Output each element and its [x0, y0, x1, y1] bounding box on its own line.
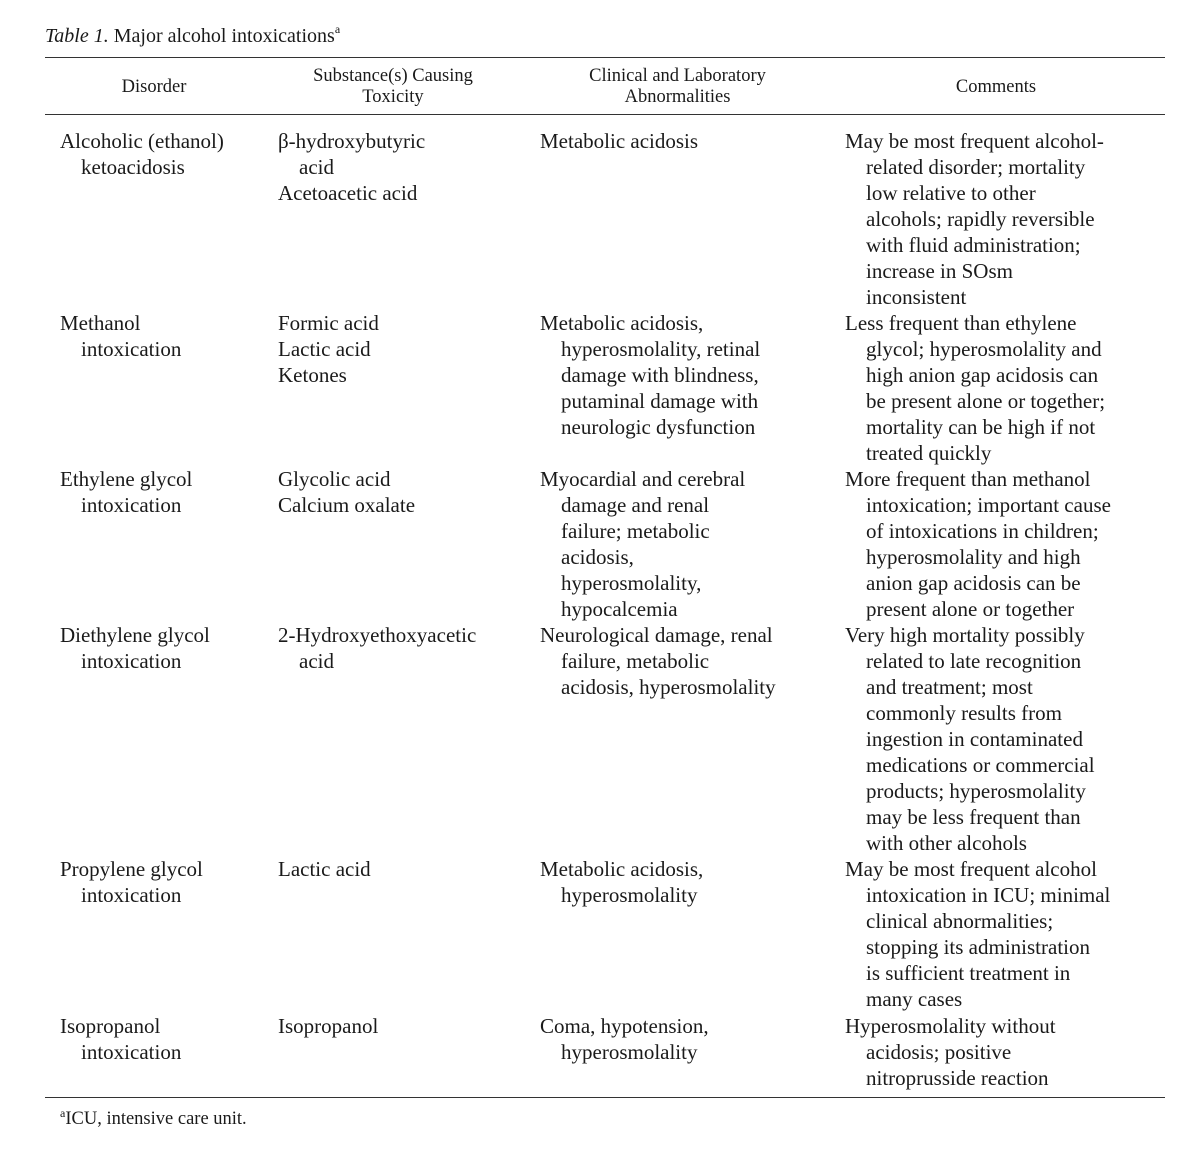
cell-line: of intoxications in children; [866, 519, 1099, 543]
header-line: Abnormalities [624, 87, 731, 107]
cell-line: inconsistent [866, 285, 967, 309]
table-title: Major alcohol intoxications [113, 25, 335, 47]
cell-line: May be most frequent alcohol [845, 857, 1097, 881]
cell-line: hyperosmolality, [561, 571, 702, 595]
cell-line: ketoacidosis [81, 155, 185, 179]
cell-line: neurologic dysfunction [561, 415, 756, 439]
cell-disorder [60, 310, 181, 362]
header-rule [45, 114, 1165, 115]
cell-comments [845, 310, 1105, 466]
cell-line: More frequent than methanol [845, 467, 1091, 491]
cell-line: Metabolic acidosis, [540, 311, 704, 335]
cell-disorder [60, 622, 210, 674]
cell-line: acid [299, 155, 334, 179]
cell-line: intoxication [81, 883, 182, 907]
header-line: Substance(s) Causing [313, 66, 473, 86]
cell-line: Formic acid [278, 311, 379, 335]
cell-line: Diethylene glycol [60, 623, 210, 647]
cell-comments [845, 622, 1095, 856]
cell-line: Very high mortality possibly [845, 623, 1085, 647]
cell-line: acidosis, [561, 545, 634, 569]
caption-footnote-mark: a [334, 22, 341, 36]
header-disorder [45, 77, 263, 98]
cell-line: Lactic acid [278, 857, 371, 881]
bottom-rule [45, 1097, 1165, 1098]
cell-line: Isopropanol [278, 1014, 379, 1038]
cell-line: Acetoacetic acid [278, 181, 418, 205]
table-label: Table 1. [45, 25, 109, 47]
cell-line: many cases [866, 987, 963, 1011]
cell-line: Myocardial and cerebral [540, 467, 746, 491]
cell-line: intoxication [81, 493, 182, 517]
cell-comments [845, 128, 1104, 310]
cell-line: increase in SOsm [866, 259, 1013, 283]
cell-line: acidosis, hyperosmolality [561, 675, 776, 699]
cell-line: with fluid administration; [866, 233, 1081, 257]
cell-line: Lactic acid [278, 337, 371, 361]
cell-line: Alcoholic (ethanol) [60, 129, 224, 153]
cell-line: 2-Hydroxyethoxyacetic [278, 623, 477, 647]
cell-line: treated quickly [866, 441, 992, 465]
cell-line: products; hyperosmolality [866, 779, 1086, 803]
cell-substances [278, 1013, 378, 1039]
cell-comments [845, 856, 1110, 1012]
cell-line: Coma, hypotension, [540, 1014, 709, 1038]
table-caption [45, 24, 340, 48]
cell-abnormalities [540, 466, 745, 622]
cell-line: Glycolic acid [278, 467, 391, 491]
header-comments [840, 77, 1152, 98]
cell-line: hyperosmolality and high [866, 545, 1081, 569]
top-rule [45, 57, 1165, 58]
cell-line: stopping its administration [866, 935, 1090, 959]
cell-line: glycol; hyperosmolality and [866, 337, 1102, 361]
cell-line: anion gap acidosis can be [866, 571, 1081, 595]
cell-line: Isopropanol [60, 1014, 161, 1038]
cell-line: putaminal damage with [561, 389, 759, 413]
cell-line: Metabolic acidosis, [540, 857, 704, 881]
cell-comments [845, 466, 1111, 622]
cell-line: hyperosmolality, retinal [561, 337, 761, 361]
cell-line: Ethylene glycol [60, 467, 193, 491]
cell-line: Metabolic acidosis [540, 129, 699, 153]
cell-line: Neurological damage, renal [540, 623, 773, 647]
cell-line: high anion gap acidosis can [866, 363, 1099, 387]
footnote-text: ICU, intensive care unit. [65, 1109, 247, 1129]
cell-line: is sufficient treatment in [866, 961, 1071, 985]
cell-line: intoxication [81, 649, 182, 673]
cell-substances [278, 310, 379, 388]
header-line: Clinical and Laboratory [589, 66, 766, 86]
cell-line: commonly results from [866, 701, 1062, 725]
cell-abnormalities [540, 128, 698, 154]
cell-abnormalities [540, 1013, 709, 1065]
table-footnote [60, 1107, 247, 1131]
cell-line: intoxication; important cause [866, 493, 1111, 517]
cell-abnormalities [540, 310, 760, 440]
cell-line: medications or commercial [866, 753, 1095, 777]
cell-line: nitroprusside reaction [866, 1066, 1049, 1090]
cell-substances [278, 466, 415, 518]
cell-line: failure, metabolic [561, 649, 710, 673]
header-line: Toxicity [362, 87, 424, 107]
cell-line: Less frequent than ethylene [845, 311, 1077, 335]
cell-line: low relative to other [866, 181, 1036, 205]
header-substances [268, 66, 518, 108]
cell-line: related to late recognition [866, 649, 1082, 673]
cell-abnormalities [540, 856, 703, 908]
cell-line: Ketones [278, 363, 347, 387]
cell-line: hyperosmolality [561, 1040, 698, 1064]
cell-substances [278, 622, 476, 674]
header-line: Disorder [121, 77, 187, 97]
cell-line: hyperosmolality [561, 883, 698, 907]
cell-line: Methanol [60, 311, 141, 335]
cell-abnormalities [540, 622, 776, 700]
cell-line: β-hydroxybutyric [278, 129, 426, 153]
cell-line: and treatment; most [866, 675, 1033, 699]
cell-line: damage and renal [561, 493, 710, 517]
cell-line: intoxication in ICU; minimal [866, 883, 1111, 907]
cell-line: with other alcohols [866, 831, 1027, 855]
cell-line: acidosis; positive [866, 1040, 1012, 1064]
cell-line: alcohols; rapidly reversible [866, 207, 1095, 231]
cell-disorder [60, 128, 224, 180]
cell-comments [845, 1013, 1056, 1091]
cell-line: Calcium oxalate [278, 493, 416, 517]
cell-line: May be most frequent alcohol- [845, 129, 1104, 153]
cell-line: ingestion in contaminated [866, 727, 1083, 751]
cell-line: Propylene glycol [60, 857, 203, 881]
cell-line: damage with blindness, [561, 363, 759, 387]
cell-line: intoxication [81, 1040, 182, 1064]
cell-line: intoxication [81, 337, 182, 361]
header-line: Comments [955, 77, 1037, 97]
cell-line: present alone or together [866, 597, 1075, 621]
cell-line: related disorder; mortality [866, 155, 1086, 179]
cell-line: clinical abnormalities; [866, 909, 1054, 933]
header-abnormalities [530, 66, 825, 108]
cell-disorder [60, 466, 192, 518]
cell-line: be present alone or together; [866, 389, 1106, 413]
cell-substances [278, 856, 371, 882]
cell-line: Hyperosmolality without [845, 1014, 1056, 1038]
cell-line: failure; metabolic [561, 519, 710, 543]
cell-line: may be less frequent than [866, 805, 1081, 829]
cell-line: acid [299, 649, 334, 673]
cell-line: hypocalcemia [561, 597, 678, 621]
footnote-mark: a [60, 1106, 66, 1120]
cell-substances [278, 128, 425, 206]
cell-line: mortality can be high if not [866, 415, 1096, 439]
cell-disorder [60, 856, 203, 908]
cell-disorder [60, 1013, 181, 1065]
